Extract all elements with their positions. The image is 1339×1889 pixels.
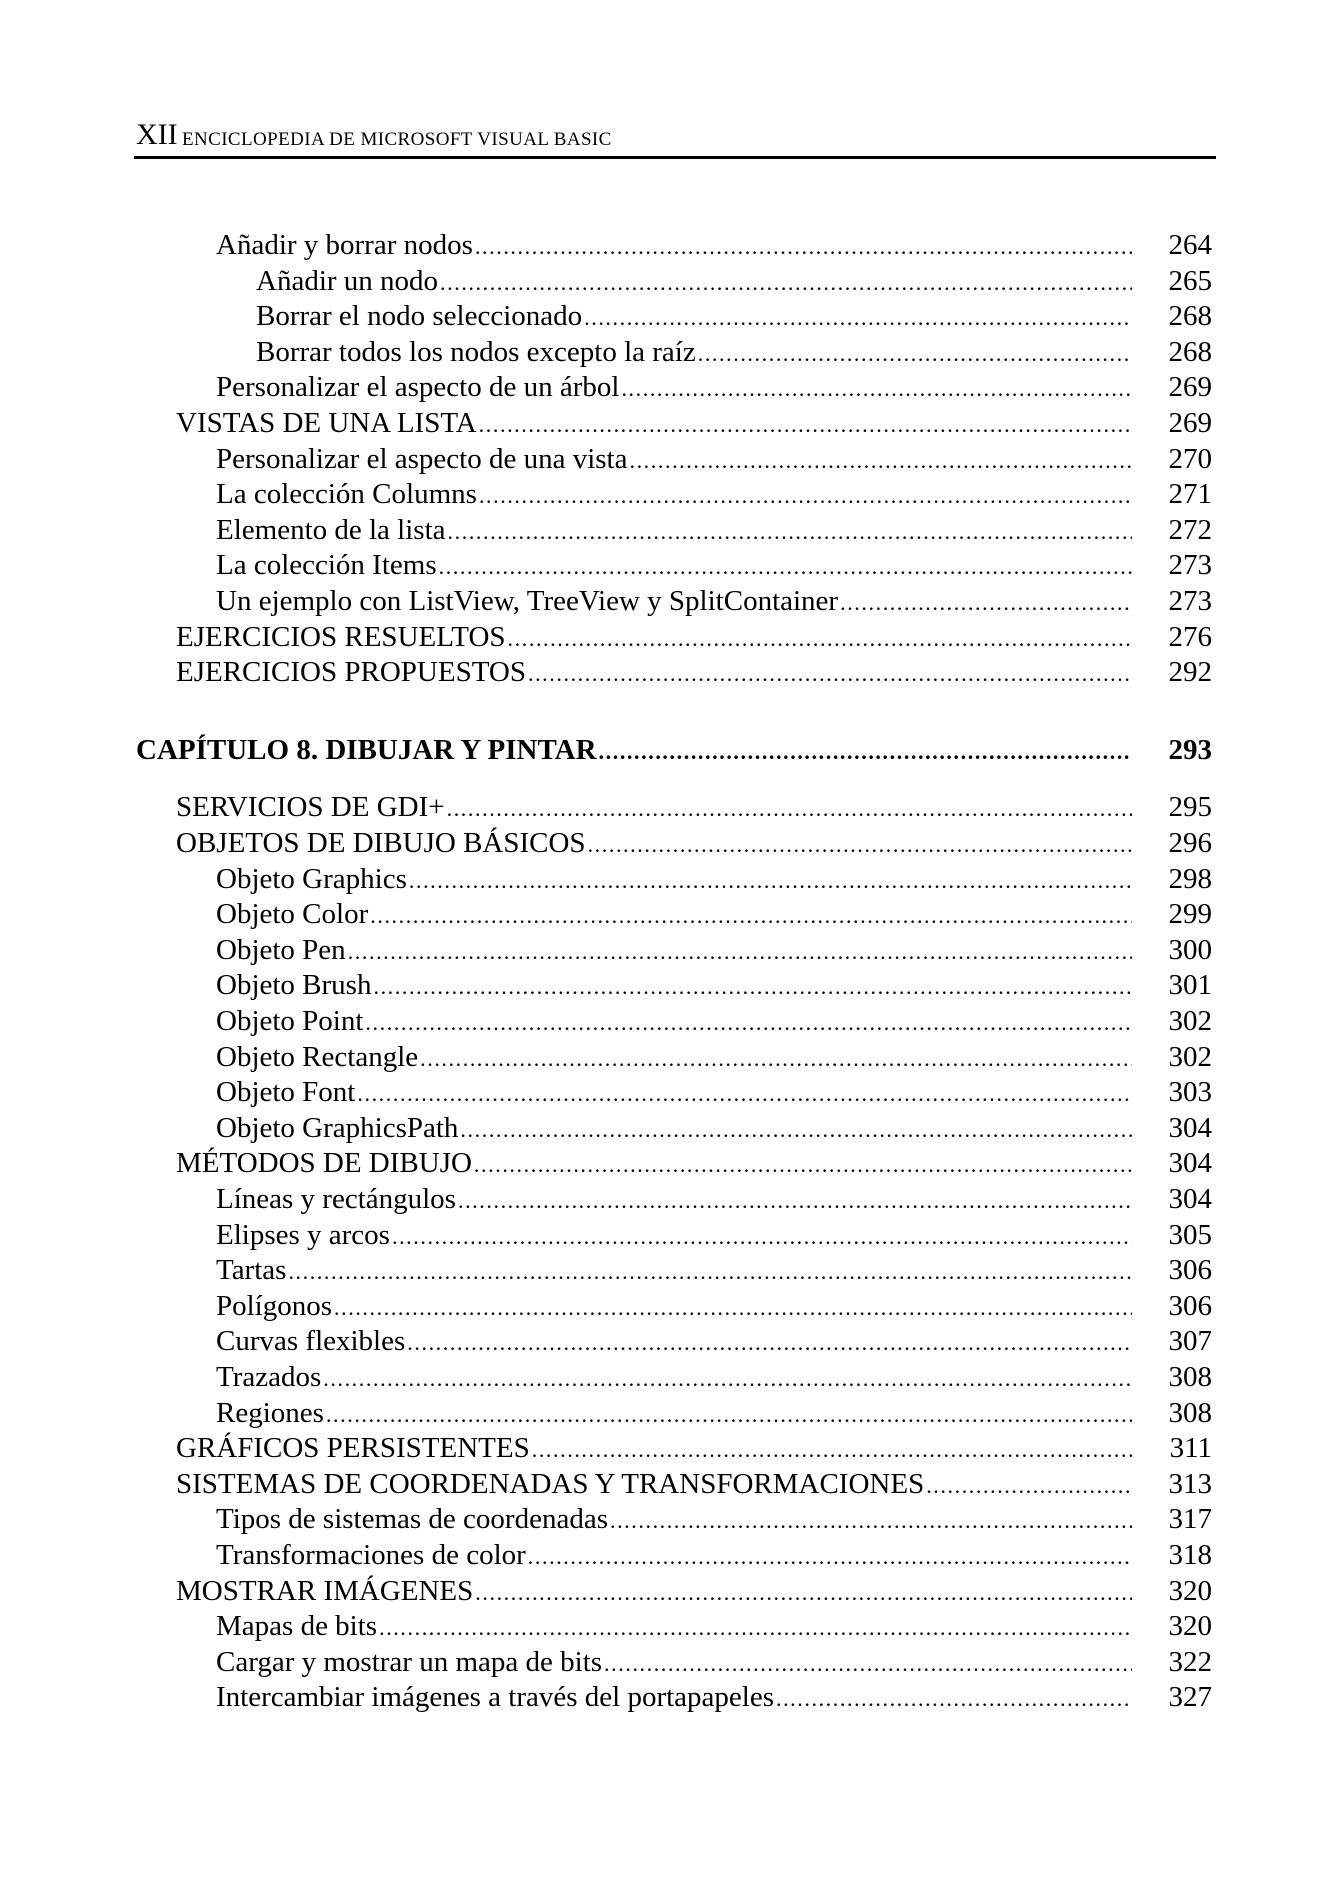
toc-entry-page: 295: [1168, 791, 1212, 823]
toc-dot-leader: [479, 479, 1132, 513]
toc-entry-page: 320: [1168, 1610, 1212, 1642]
toc-dot-leader: [334, 1291, 1132, 1325]
toc-entry-page: 270: [1168, 443, 1212, 475]
toc-entry: [176, 655, 1212, 689]
toc-entry: [216, 370, 1212, 404]
toc-entry: [216, 1289, 1212, 1323]
toc-entry: [216, 1538, 1212, 1572]
toc-entry-label: Añadir un nodo: [256, 265, 439, 297]
toc-entry: [216, 1075, 1212, 1109]
toc-entry-page: 320: [1168, 1575, 1212, 1607]
toc-entry-label: Un ejemplo con ListView, TreeView y SplitContainer: [216, 585, 839, 617]
toc-dot-leader: [460, 1113, 1132, 1147]
toc-entry-label: Elemento de la lista: [216, 514, 446, 546]
toc-entry-label: VISTAS DE UNA LISTA: [176, 407, 477, 439]
toc-entry: [216, 1502, 1212, 1536]
toc-entry-label: Polígonos: [216, 1290, 333, 1322]
toc-dot-leader: [370, 899, 1132, 933]
toc-entry-label: La colección Columns: [216, 478, 477, 510]
toc-entry-label: GRÁFICOS PERSISTENTES: [176, 1432, 530, 1464]
toc-entry: [176, 790, 1212, 824]
toc-dot-leader: [392, 1220, 1132, 1254]
toc-entry: [216, 1609, 1212, 1643]
toc-entry-label: EJERCICIOS PROPUESTOS: [176, 656, 526, 688]
toc-dot-leader: [840, 586, 1132, 620]
toc-dot-leader: [409, 864, 1132, 898]
toc-dot-leader: [532, 1433, 1132, 1467]
toc-entry-label: Intercambiar imágenes a través del portapapeles: [216, 1681, 774, 1713]
toc-dot-leader: [357, 1077, 1132, 1111]
toc-dot-leader: [698, 337, 1132, 371]
toc-dot-leader: [439, 550, 1132, 584]
toc-entry-label: SISTEMAS DE COORDENADAS Y TRANSFORMACIONES: [176, 1468, 925, 1500]
toc-entry-page: 296: [1168, 827, 1212, 859]
toc-entry-label: Tartas: [216, 1254, 287, 1286]
page-number: XII: [136, 118, 178, 151]
toc-dot-leader: [348, 935, 1132, 969]
toc-entry-label: Regiones: [216, 1397, 324, 1429]
toc-entry-page: 300: [1168, 934, 1212, 966]
toc-dot-leader: [584, 301, 1132, 335]
toc-entry-label: Objeto Font: [216, 1076, 356, 1108]
toc-entry: [216, 584, 1212, 618]
toc-entry-page: 307: [1168, 1325, 1212, 1357]
toc-entry: [216, 968, 1212, 1002]
toc-entry-page: 268: [1168, 300, 1212, 332]
toc-entry-label: MÉTODOS DE DIBUJO: [176, 1147, 472, 1179]
toc-entry-page: 271: [1168, 478, 1212, 510]
toc-entry: [176, 620, 1212, 654]
toc-entry-label: Objeto Graphics: [216, 863, 407, 895]
toc-entry: [176, 826, 1212, 860]
toc-entry-label: Cargar y mostrar un mapa de bits: [216, 1646, 603, 1678]
toc-entry-page: 292: [1168, 656, 1212, 688]
toc-entry-page: 308: [1168, 1361, 1212, 1393]
toc-entry-page: 302: [1168, 1005, 1212, 1037]
toc-entry: [216, 1218, 1212, 1252]
toc-entry: [216, 1324, 1212, 1358]
toc-entry: [216, 862, 1212, 896]
toc-entry-page: 269: [1168, 407, 1212, 439]
toc-entry: [216, 228, 1212, 262]
toc-entry: [216, 442, 1212, 476]
toc-entry: [176, 1146, 1212, 1180]
toc-entry-page: 276: [1168, 621, 1212, 653]
toc-dot-leader: [407, 1326, 1132, 1360]
toc-entry: [216, 513, 1212, 547]
toc-dot-leader: [528, 657, 1132, 691]
toc-dot-leader: [458, 1184, 1132, 1218]
toc-entry-page: 301: [1168, 969, 1212, 1001]
toc-dot-leader: [528, 1540, 1132, 1574]
toc-entry-page: 298: [1168, 863, 1212, 895]
toc-dot-leader: [475, 1576, 1132, 1610]
toc-entry-label: Objeto GraphicsPath: [216, 1112, 459, 1144]
toc-dot-leader: [621, 372, 1132, 406]
toc-entry-label: Personalizar el aspecto de un árbol: [216, 371, 620, 403]
toc-entry: [176, 1431, 1212, 1465]
toc-dot-leader: [373, 970, 1132, 1004]
toc-entry-page: 273: [1168, 585, 1212, 617]
toc-entry: [216, 1396, 1212, 1430]
toc-entry-page: 313: [1168, 1468, 1212, 1500]
toc-entry: [256, 299, 1212, 333]
toc-entry: [216, 1645, 1212, 1679]
toc-entry-page: 299: [1168, 898, 1212, 930]
toc-dot-leader: [508, 622, 1132, 656]
toc-entry-label: Objeto Brush: [216, 969, 372, 1001]
toc-entry: [216, 1360, 1212, 1394]
toc-entry-label: Curvas flexibles: [216, 1325, 406, 1357]
toc-entry-label: OBJETOS DE DIBUJO BÁSICOS: [176, 827, 586, 859]
toc-entry-page: 318: [1168, 1539, 1212, 1571]
toc-entry-page: 269: [1168, 371, 1212, 403]
toc-entry: [176, 1467, 1212, 1501]
toc-entry-label: CAPÍTULO 8. DIBUJAR Y PINTAR: [136, 734, 597, 766]
toc-entry-label: Borrar el nodo seleccionado: [256, 300, 583, 332]
toc-dot-leader: [365, 1006, 1132, 1040]
toc-entry-label: MOSTRAR IMÁGENES: [176, 1575, 474, 1607]
toc-dot-leader: [610, 1504, 1132, 1538]
toc-entry: [216, 1253, 1212, 1287]
toc-entry-page: 304: [1168, 1112, 1212, 1144]
toc-dot-leader: [420, 1042, 1132, 1076]
toc-dot-leader: [629, 444, 1132, 478]
page-header: [134, 118, 1216, 159]
toc-entry: [216, 548, 1212, 582]
toc-entry-label: EJERCICIOS RESUELTOS: [176, 621, 506, 653]
toc-entry-label: SERVICIOS DE GDI+: [176, 791, 445, 823]
toc-dot-leader: [326, 1398, 1132, 1432]
toc-dot-leader: [288, 1255, 1132, 1289]
toc-entry-page: 265: [1168, 265, 1212, 297]
toc-entry-page: 268: [1168, 336, 1212, 368]
toc-entry-label: Objeto Color: [216, 898, 369, 930]
toc-dot-leader: [474, 1148, 1132, 1182]
toc-dot-leader: [379, 1611, 1132, 1645]
toc-entry-label: Transformaciones de color: [216, 1539, 526, 1571]
toc-dot-leader: [599, 735, 1132, 769]
toc-dot-leader: [776, 1682, 1132, 1716]
toc-entry: [256, 335, 1212, 369]
toc-entry-page: 264: [1168, 229, 1212, 261]
toc-entry-label: Tipos de sistemas de coordenadas: [216, 1503, 608, 1535]
toc-entry-label: La colección Items: [216, 549, 437, 581]
toc-entry-page: 304: [1168, 1147, 1212, 1179]
toc-entry: [216, 1040, 1212, 1074]
toc-entry-label: Trazados: [216, 1361, 322, 1393]
toc-entry-page: 306: [1168, 1254, 1212, 1286]
toc-entry-page: 304: [1168, 1183, 1212, 1215]
toc-dot-leader: [588, 828, 1132, 862]
toc-dot-leader: [448, 515, 1132, 549]
toc-entry-label: Objeto Point: [216, 1005, 364, 1037]
toc-entry-label: Añadir y borrar nodos: [216, 229, 473, 261]
toc-dot-leader: [447, 792, 1132, 826]
toc-entry-label: Líneas y rectángulos: [216, 1183, 456, 1215]
toc-entry: [216, 1182, 1212, 1216]
toc-entry-page: 322: [1168, 1646, 1212, 1678]
toc-dot-leader: [926, 1469, 1132, 1503]
toc-dot-leader: [475, 230, 1132, 264]
toc-entry: [216, 1680, 1212, 1714]
toc-entry-page: 272: [1168, 514, 1212, 546]
toc-entry-page: 311: [1169, 1432, 1212, 1464]
toc-entry-page: 308: [1168, 1397, 1212, 1429]
toc-entry: [256, 264, 1212, 298]
toc-entry-page: 303: [1168, 1076, 1212, 1108]
toc-entry-label: Mapas de bits: [216, 1610, 378, 1642]
toc-entry: [216, 1111, 1212, 1145]
toc-entry-label: Objeto Pen: [216, 934, 346, 966]
toc-entry-page: 306: [1168, 1290, 1212, 1322]
toc-dot-leader: [323, 1362, 1132, 1396]
toc-chapter-heading: [136, 733, 1212, 767]
toc-entry-label: Elipses y arcos: [216, 1219, 390, 1251]
toc-entry-page: 317: [1168, 1503, 1212, 1535]
toc-entry-page: 305: [1168, 1219, 1212, 1251]
toc-entry-page: 327: [1168, 1681, 1212, 1713]
book-title: ENCICLOPEDIA DE MICROSOFT VISUAL BASIC: [182, 129, 612, 150]
toc-entry-label: Objeto Rectangle: [216, 1041, 419, 1073]
toc-entry-page: 273: [1168, 549, 1212, 581]
toc-dot-leader: [604, 1647, 1132, 1681]
toc-entry-label: Borrar todos los nodos excepto la raíz: [256, 336, 696, 368]
toc-entry: [216, 897, 1212, 931]
toc-entry: [216, 1004, 1212, 1038]
toc-entry-label: Personalizar el aspecto de una vista: [216, 443, 628, 475]
toc-entry: [176, 406, 1212, 440]
toc-entry: [216, 933, 1212, 967]
toc-entry: [176, 1574, 1212, 1608]
toc-entry-page: 293: [1168, 734, 1212, 766]
toc-dot-leader: [479, 408, 1132, 442]
toc-dot-leader: [440, 266, 1132, 300]
toc-entry-page: 302: [1168, 1041, 1212, 1073]
toc-entry: [216, 477, 1212, 511]
